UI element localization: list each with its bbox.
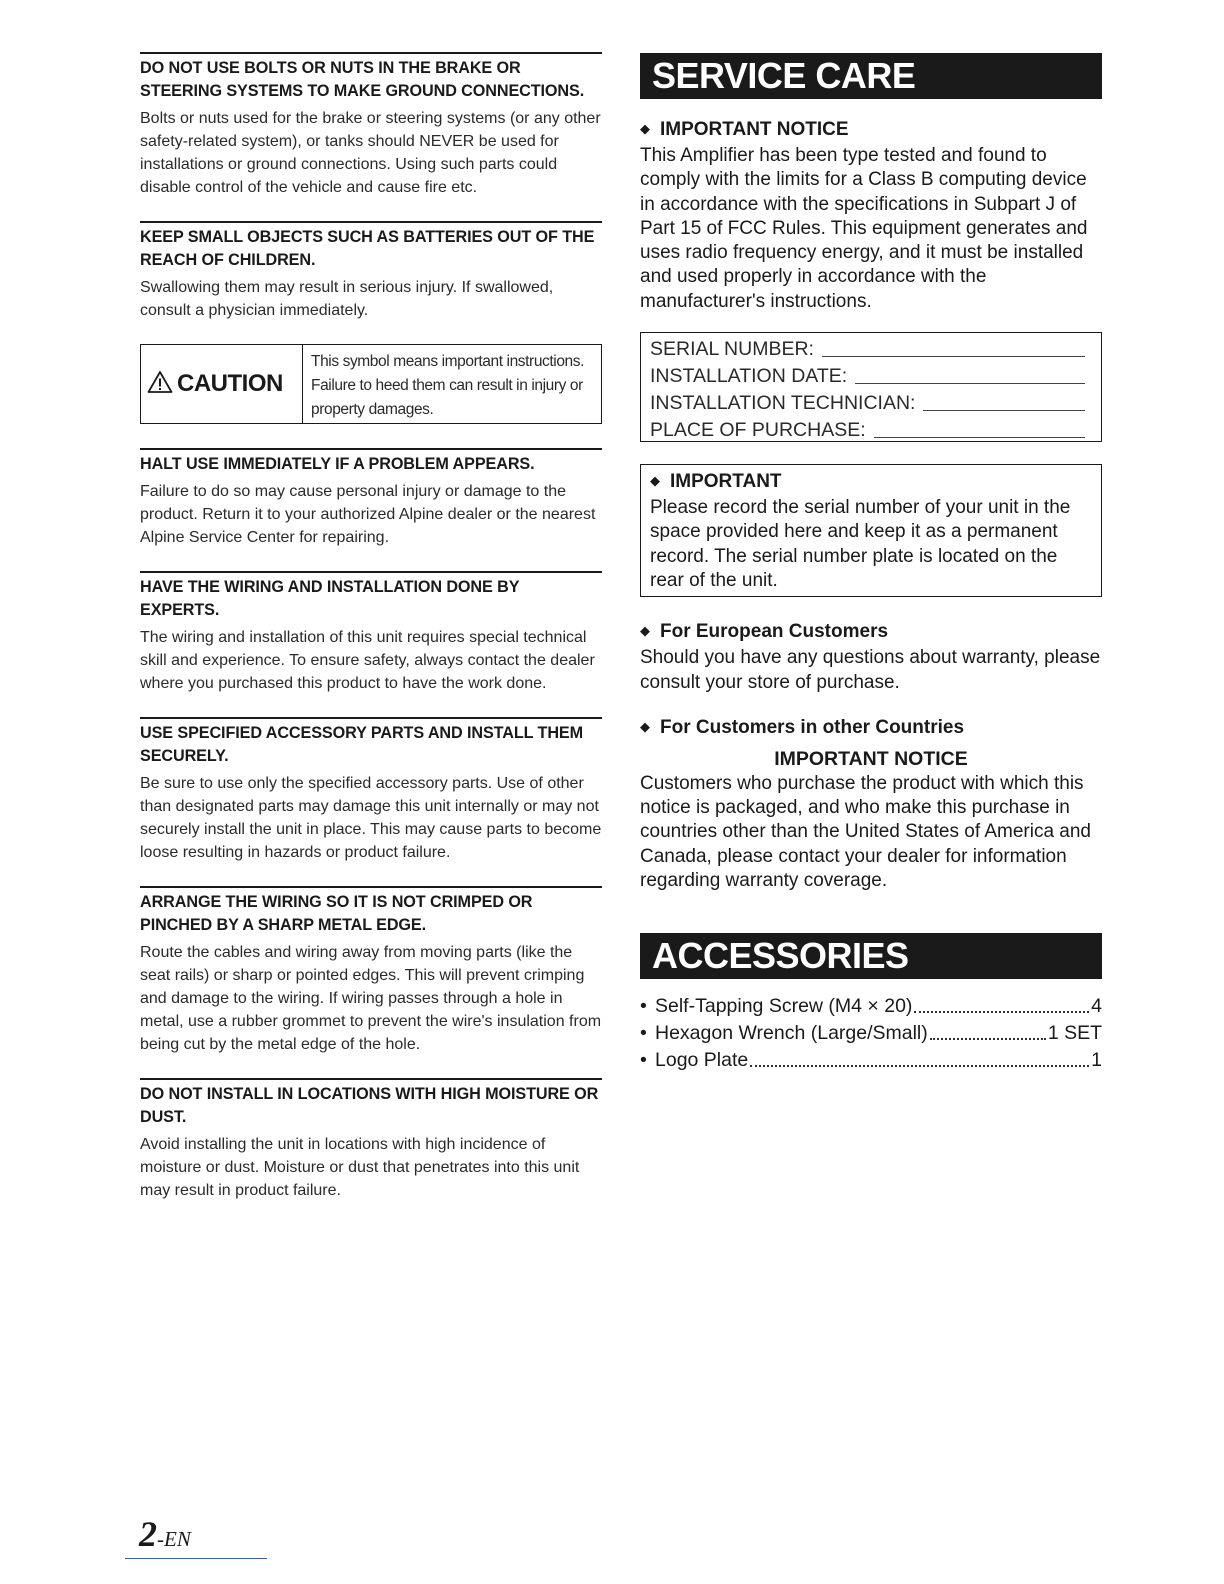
warning-block bbox=[140, 52, 602, 199]
accessory-name: Logo Plate bbox=[655, 1049, 749, 1072]
list-item bbox=[640, 1047, 1102, 1074]
accessories-list bbox=[640, 993, 1102, 1074]
caution-label: CAUTION bbox=[177, 370, 283, 397]
serial-field-label: SERIAL NUMBER: bbox=[650, 338, 814, 361]
caution-label-cell bbox=[141, 345, 303, 423]
blank-line bbox=[923, 390, 1085, 411]
serial-field-label: INSTALLATION TECHNICIAN: bbox=[650, 392, 916, 415]
warning-body: Be sure to use only the specified accessory parts. Use of other than designated parts may damage this unit internally or may not securely install the unit in place. This may cause parts to become loose resulting in hazards or product failure. bbox=[140, 775, 602, 861]
warning-title: HAVE THE WIRING AND INSTALLATION DONE BY EXPERTS. bbox=[140, 578, 520, 619]
leader-dots bbox=[930, 1020, 1046, 1040]
diamond-bullet-icon: ◆ bbox=[640, 623, 650, 639]
warning-block bbox=[140, 571, 602, 695]
diamond-bullet-icon: ◆ bbox=[640, 121, 650, 136]
service-care-header: SERVICE CARE bbox=[640, 53, 1102, 99]
serial-field-label: INSTALLATION DATE: bbox=[650, 365, 848, 388]
bullet-icon: • bbox=[640, 1022, 647, 1045]
list-item bbox=[640, 993, 1102, 1020]
page-footer bbox=[139, 1513, 191, 1555]
caution-box bbox=[140, 344, 602, 424]
diamond-bullet-icon: ◆ bbox=[640, 718, 650, 734]
warning-body: The wiring and installation of this unit requires special technical skill and experience. To ensure safety, always contact the dealer where you purchased this product to have the work done. bbox=[140, 629, 595, 692]
serial-field-row bbox=[650, 363, 1085, 390]
other-countries-heading bbox=[640, 715, 1102, 740]
warning-body: Failure to do so may cause personal injury or damage to the product. Return it to your authorized Alpine dealer or the nearest Alpine Service Center for repairing. bbox=[140, 483, 596, 546]
warning-title: HALT USE IMMEDIATELY IF A PROBLEM APPEARS. bbox=[140, 455, 535, 473]
serial-field-row bbox=[650, 417, 1085, 444]
accessory-qty: 1 SET bbox=[1047, 1022, 1102, 1045]
warning-title: ARRANGE THE WIRING SO IT IS NOT CRIMPED OR PINCHED BY A SHARP METAL EDGE. bbox=[140, 893, 533, 934]
list-item bbox=[640, 1020, 1102, 1047]
important-heading bbox=[650, 469, 1092, 494]
warning-block bbox=[140, 221, 602, 322]
european-title: For European Customers bbox=[660, 621, 889, 643]
european-heading bbox=[640, 619, 1102, 644]
other-countries-subtitle: IMPORTANT NOTICE bbox=[774, 747, 968, 770]
leader-dots bbox=[914, 993, 1089, 1013]
warning-body: Bolts or nuts used for the brake or steering systems (or any other safety-related system), or tanks should NEVER be used for installations or ground connections. Using such parts could disable control of the vehicle and cause fire etc. bbox=[140, 110, 601, 196]
accessory-name: Self-Tapping Screw (M4 × 20) bbox=[655, 995, 913, 1018]
warning-title: DO NOT INSTALL IN LOCATIONS WITH HIGH MOISTURE OR DUST. bbox=[140, 1085, 599, 1126]
warning-triangle-icon bbox=[147, 370, 173, 399]
right-column bbox=[640, 53, 1102, 1074]
european-body: Should you have any questions about warranty, please consult your store of purchase. bbox=[640, 647, 1101, 693]
page-language-suffix: -EN bbox=[157, 1527, 191, 1551]
warning-title: KEEP SMALL OBJECTS SUCH AS BATTERIES OUT OF THE REACH OF CHILDREN. bbox=[140, 228, 595, 269]
bullet-icon: • bbox=[640, 1049, 647, 1072]
other-countries-body: Customers who purchase the product with which this notice is packaged, and who make this purchase in countries other than the United States of America and Canada, please contact your dealer for information regarding warranty coverage. bbox=[640, 772, 1091, 892]
warning-title: USE SPECIFIED ACCESSORY PARTS AND INSTALL THEM SECURELY. bbox=[140, 724, 583, 765]
accessory-name: Hexagon Wrench (Large/Small) bbox=[655, 1022, 928, 1045]
bullet-icon: • bbox=[640, 995, 647, 1018]
serial-record-box bbox=[640, 332, 1102, 442]
diamond-bullet-icon: ◆ bbox=[650, 473, 660, 489]
important-title: IMPORTANT bbox=[670, 471, 782, 493]
important-notice-body: This Amplifier has been type tested and found to comply with the limits for a Class B computing device in accordance with the specifications in Subpart J of Part 15 of FCC Rules. This equipment generates and uses radio frequency energy, and it must be installed and used properly in accordance with the manufacturer's instructions. bbox=[640, 145, 1088, 312]
page-number: 2 bbox=[139, 1514, 157, 1554]
blank-line bbox=[822, 336, 1085, 357]
accessory-qty: 4 bbox=[1091, 995, 1102, 1018]
warning-body: Route the cables and wiring away from moving parts (like the seat rails) or sharp or pointed edges. This will prevent crimping and damage to the wiring. If wiring passes through a hole in metal, use a rubber grommet to prevent the wire's insulation from being cut by the metal edge of the hole. bbox=[140, 944, 602, 1053]
important-box bbox=[640, 464, 1102, 597]
important-body: Please record the serial number of your unit in the space provided here and keep it as a permanent record. The serial number plate is located on the rear of the unit. bbox=[650, 497, 1071, 591]
serial-field-row bbox=[650, 390, 1085, 417]
leader-dots bbox=[750, 1047, 1089, 1067]
warning-block bbox=[140, 886, 602, 1056]
accessory-qty: 1 bbox=[1091, 1049, 1102, 1072]
serial-field-label: PLACE OF PURCHASE: bbox=[650, 419, 866, 442]
left-column bbox=[140, 52, 602, 1224]
blank-line bbox=[855, 363, 1085, 384]
warning-block bbox=[140, 1078, 602, 1202]
important-notice-title: IMPORTANT NOTICE bbox=[660, 119, 849, 140]
serial-field-row bbox=[650, 336, 1085, 363]
footer-rule bbox=[125, 1558, 267, 1559]
other-countries-title: For Customers in other Countries bbox=[660, 716, 965, 738]
warning-body: Swallowing them may result in serious injury. If swallowed, consult a physician immediately. bbox=[140, 279, 554, 319]
caution-text: This symbol means important instructions. Failure to heed them can result in injury or property damages. bbox=[311, 353, 585, 418]
blank-line bbox=[874, 417, 1085, 438]
warning-block bbox=[140, 717, 602, 864]
warning-block bbox=[140, 448, 602, 549]
warning-title: DO NOT USE BOLTS OR NUTS IN THE BRAKE OR STEERING SYSTEMS TO MAKE GROUND CONNECTIONS. bbox=[140, 59, 585, 100]
accessories-header: ACCESSORIES bbox=[640, 933, 1102, 979]
warning-body: Avoid installing the unit in locations with high incidence of moisture or dust. Moisture or dust that penetrates into this unit may result in product failure. bbox=[140, 1136, 580, 1199]
important-notice-heading bbox=[640, 117, 1102, 142]
